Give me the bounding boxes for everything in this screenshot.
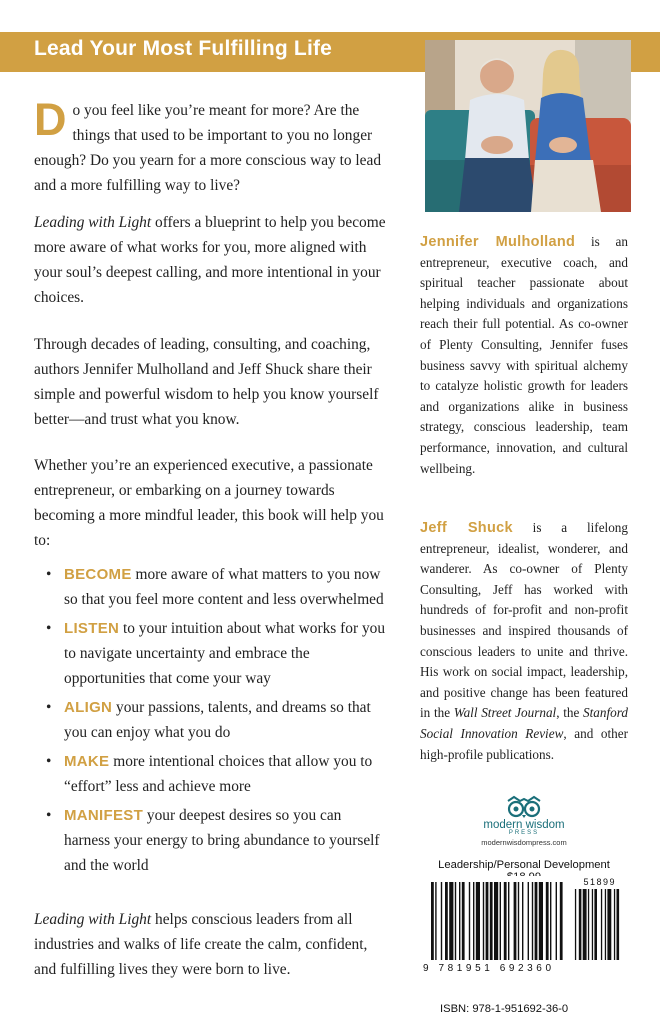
publisher-url: modernwisdompress.com xyxy=(481,838,567,847)
barcode-addon-bar xyxy=(617,889,620,960)
barcode-bar xyxy=(539,882,543,960)
barcode-digits: 9 781951 692360 xyxy=(423,963,551,974)
bullet-text: your deepest desires so you can harness your energy to bring abundance to yourself and the world xyxy=(64,807,380,874)
author-name: Jennifer Mulholland xyxy=(420,234,576,250)
paragraph-text: helps conscious leaders from all industries and walks of life create the calm, confident, and fulfilling lives they were born to live. xyxy=(34,911,368,978)
publisher-sub: PRESS xyxy=(508,830,540,836)
paragraph-whether xyxy=(34,453,386,553)
barcode-bar xyxy=(476,882,480,960)
barcode-bar xyxy=(518,882,519,960)
barcode-addon-bar xyxy=(579,889,582,960)
list-item xyxy=(46,695,391,745)
owl-logo-icon xyxy=(504,795,544,819)
intro-text: o you feel like you’re meant for more? Are the things that used to be important to you no longer enough? Do you yearn for a more conscious way to lead and a more fulfilling way to live? xyxy=(34,102,382,194)
barcode-bar xyxy=(459,882,460,960)
bullet-icon: • xyxy=(46,699,52,716)
bullet-text: more aware of what matters to you now so that you feel more content and less overwhelmed xyxy=(64,566,384,608)
page-title: Lead Your Most Fulfilling Life xyxy=(34,37,333,60)
author-photo xyxy=(425,40,631,212)
barcode-addon-bar xyxy=(583,889,587,960)
barcode-bar xyxy=(546,882,549,960)
bullet-text: to your intuition about what works for you to navigate uncertainty and embrace the opportunities that come your way xyxy=(64,620,386,687)
barcode-addon-bar xyxy=(594,889,597,960)
author-photo-illustration xyxy=(425,40,631,212)
paragraph-text: Whether you’re an experienced executive, a passionate entrepreneur, or embarking on a journey towards becoming a more mindful leader, this book will help you to: xyxy=(34,457,384,549)
barcode-bar xyxy=(504,882,507,960)
bullet-keyword: MANIFEST xyxy=(64,807,144,824)
barcode-bar xyxy=(441,882,442,960)
barcode-bar xyxy=(532,882,533,960)
publisher-name: modern wisdom xyxy=(483,819,565,831)
book-title: Leading with Light xyxy=(34,214,152,231)
barcode-bar xyxy=(462,882,465,960)
list-item xyxy=(46,803,391,878)
bullet-keyword: BECOME xyxy=(64,566,132,583)
author-name: Jeff Shuck xyxy=(420,520,513,536)
barcode-bar xyxy=(490,882,493,960)
barcode-bar xyxy=(528,882,529,960)
barcode-bar xyxy=(455,882,456,960)
bullet-keyword: MAKE xyxy=(64,753,110,770)
paragraph-closing xyxy=(34,907,386,982)
barcode-bar xyxy=(550,882,551,960)
publisher-block xyxy=(420,795,628,847)
barcode-bar xyxy=(556,882,557,960)
barcode-bar xyxy=(435,882,436,960)
barcode-bar xyxy=(469,882,470,960)
bio-text: , the xyxy=(556,705,584,721)
barcode-addon-bar xyxy=(592,889,593,960)
barcode-bar xyxy=(473,882,474,960)
barcode-bar xyxy=(449,882,453,960)
barcode-bar xyxy=(500,882,501,960)
list-item xyxy=(46,562,391,612)
bullet-icon: • xyxy=(46,807,52,824)
barcode-bar xyxy=(494,882,498,960)
barcode-bar xyxy=(486,882,489,960)
barcode-bar xyxy=(535,882,538,960)
barcode-bar xyxy=(431,882,434,960)
publication-name: Stanford Social Innovation Review xyxy=(420,705,628,741)
publication-name: Wall Street Journal xyxy=(453,705,557,721)
list-item xyxy=(46,749,391,799)
drop-cap: D xyxy=(34,94,67,145)
list-item xyxy=(46,616,391,691)
barcode-bar xyxy=(508,882,509,960)
bullet-text: more intentional choices that allow you to “effort” less and achieve more xyxy=(64,753,373,795)
barcode-graphic xyxy=(421,876,631,994)
barcode-bar xyxy=(522,882,523,960)
paragraph-text: offers a blueprint to help you become more aware of what works for you, more aligned with your soul’s deepest calling, and more intentional in your choices. xyxy=(34,214,386,306)
barcode-price-code: 51899 xyxy=(583,877,616,887)
barcode-bar xyxy=(483,882,484,960)
bio-text: is an entrepreneur, executive coach, and spiritual teacher passionate about helping individuals and organizations reach their full potential. As co-owner of Plenty Consulting, Jennifer fuses business savvy with spiritual alchemy to catalyze holistic growth for leaders and organizations alike in business strategy, conscious leadership, team performance, innovation, and cultural wellbeing. xyxy=(420,234,628,476)
bullet-keyword: ALIGN xyxy=(64,699,113,716)
bio-text: is a lifelong entrepreneur, idealist, wonderer, and wanderer. As co-owner of Plenty Consulting, Jeff has worked with hundreds of for-profit and non-profit businesses and inspired thousands of conscious leaders to unite and thrive. His work on social impact, leadership, and positive change has been featured in the xyxy=(420,520,628,721)
benefits-list xyxy=(46,562,391,882)
bullet-text: your passions, talents, and dreams so that you can enjoy what you do xyxy=(64,699,371,741)
book-title: Leading with Light xyxy=(34,911,152,928)
bullet-icon: • xyxy=(46,620,52,637)
bullet-keyword: LISTEN xyxy=(64,620,120,637)
isbn-number: ISBN: 978-1-951692-36-0 xyxy=(440,1003,569,1015)
paragraph-text: Through decades of leading, consulting, and coaching, authors Jennifer Mulholland and Jeff Shuck share their simple and powerful wisdom to help you know yourself better—and trust what you know. xyxy=(34,336,379,428)
barcode-addon-bar xyxy=(588,889,589,960)
barcode-addon-bar xyxy=(614,889,615,960)
bullet-icon: • xyxy=(46,566,52,583)
barcode-bar xyxy=(514,882,517,960)
barcode-addon-bar xyxy=(605,889,606,960)
bio-text: , and other high-profile publications. xyxy=(420,725,628,762)
bullet-icon: • xyxy=(46,753,52,770)
barcode-bar xyxy=(560,882,563,960)
barcode-bar xyxy=(445,882,448,960)
barcode-addon-bar xyxy=(601,889,602,960)
bio-jennifer xyxy=(420,232,628,479)
paragraph-authors xyxy=(34,332,386,432)
bio-jeff xyxy=(420,518,628,765)
category-price: Leadership/Personal Development xyxy=(438,859,610,871)
paragraph-blueprint xyxy=(34,210,386,310)
barcode-addon-bar xyxy=(607,889,611,960)
intro-paragraph xyxy=(34,94,386,198)
barcode xyxy=(421,876,631,994)
barcode-addon-bar xyxy=(575,889,576,960)
